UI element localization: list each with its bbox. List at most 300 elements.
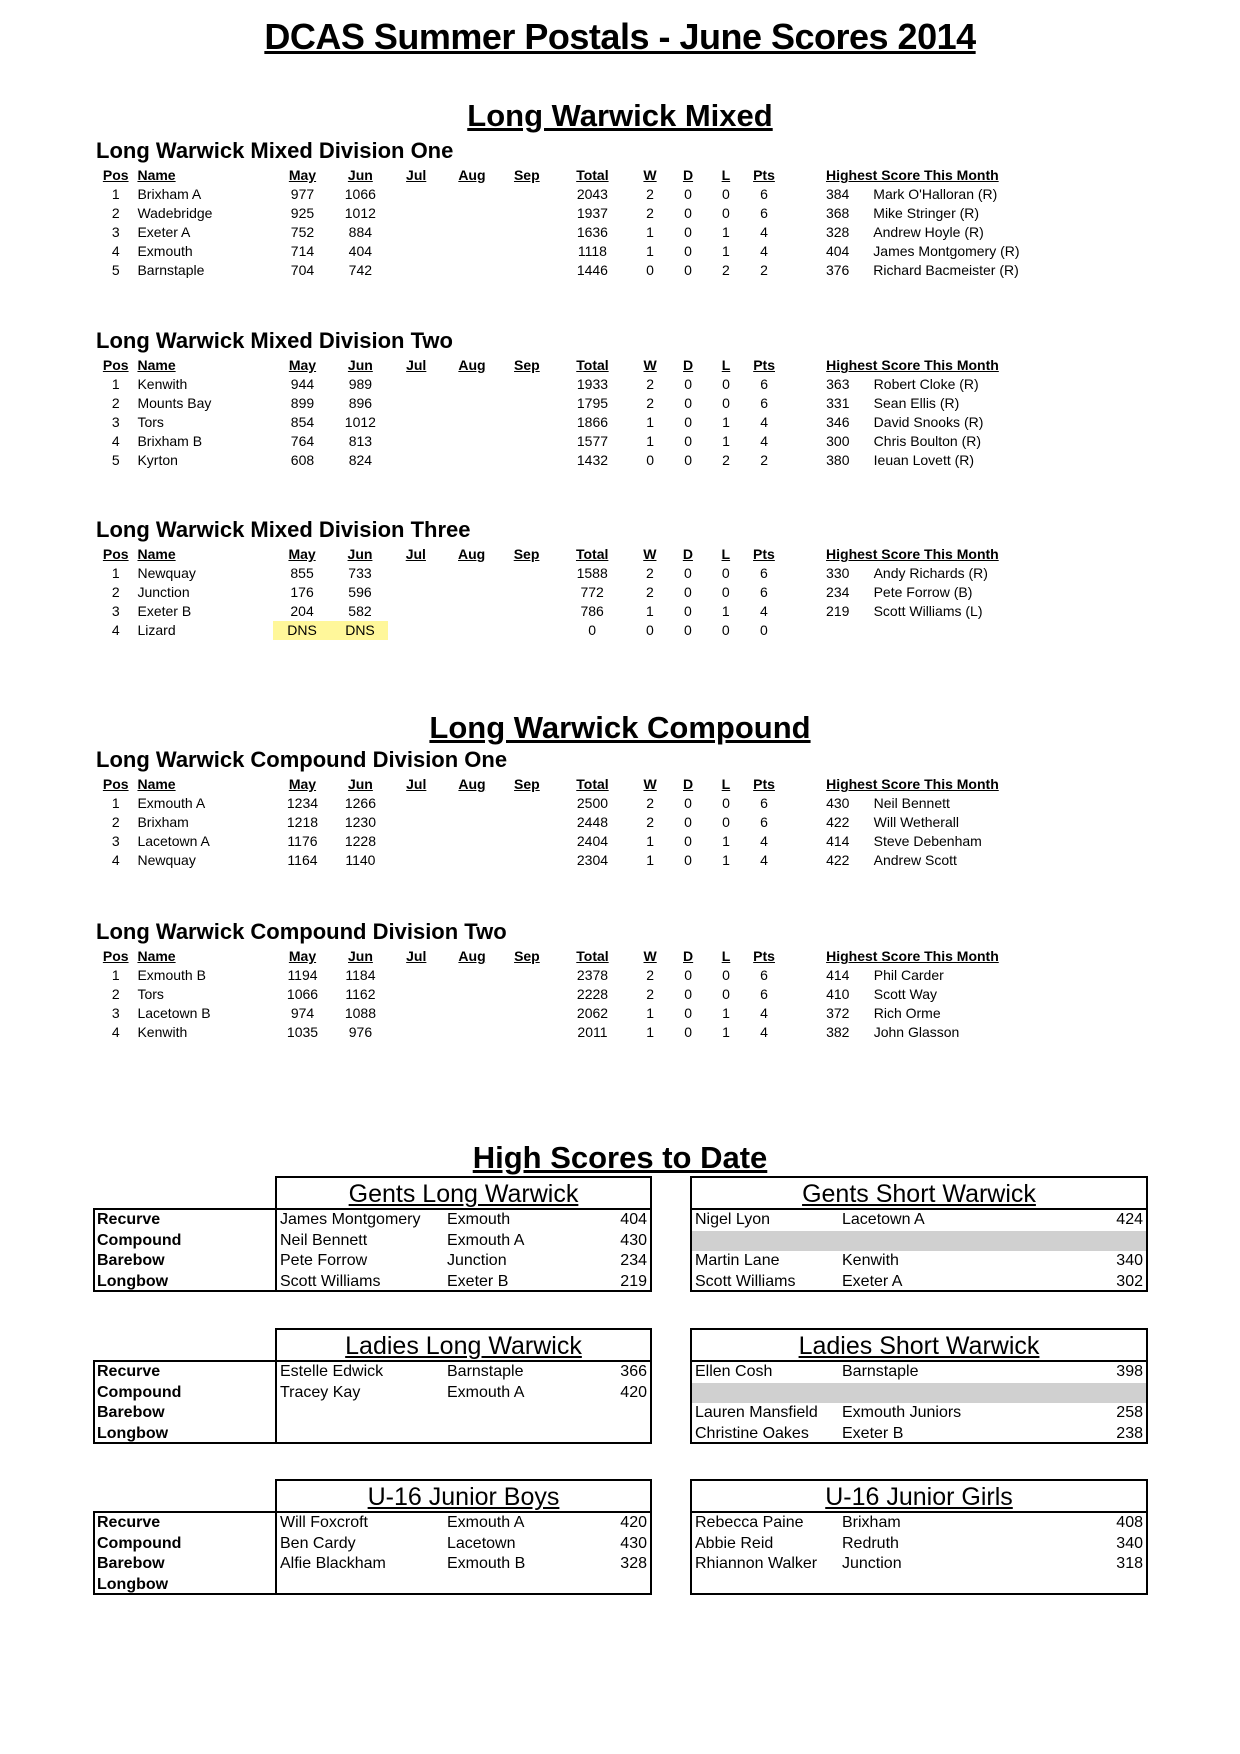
- cell-gap: [784, 966, 826, 985]
- division-block: [96, 328, 1056, 470]
- cell-pts: 4: [760, 433, 768, 449]
- category-label: Compound: [97, 1231, 182, 1249]
- cell-total: 2448: [576, 814, 609, 830]
- cell-gap: [784, 602, 826, 621]
- cell-name: Brixham: [137, 814, 189, 830]
- cell-l: 1: [722, 833, 730, 849]
- division-block: [96, 517, 1056, 640]
- box-title: Gents Long Warwick: [277, 1178, 650, 1210]
- score-value: 318: [1116, 1555, 1143, 1572]
- score-value: 328: [620, 1555, 647, 1572]
- cell-pts: 4: [760, 224, 768, 240]
- cell-hn: Phil Carder: [873, 967, 944, 983]
- cell-sep: [500, 185, 553, 204]
- cell-hs: [826, 621, 868, 640]
- cell-d: 0: [683, 622, 692, 638]
- header-pos: Pos: [102, 948, 129, 964]
- header-highest-score: Highest Score This Month: [826, 357, 999, 373]
- high-score-group: [93, 1176, 1153, 1288]
- cell-may: DNS: [273, 621, 332, 640]
- cell-hn: Neil Bennett: [873, 795, 950, 811]
- cell-name: Newquay: [137, 852, 196, 868]
- cell-gap: [784, 375, 826, 394]
- cell-l: 1: [722, 433, 730, 449]
- cell-aug: [443, 583, 500, 602]
- cell-total: 2043: [576, 186, 608, 202]
- cell-jun: 596: [348, 584, 372, 600]
- cell-hs: 404: [825, 243, 850, 259]
- club-name: Exmouth A: [447, 1231, 525, 1249]
- cell-w: 2: [646, 186, 654, 202]
- club-name: Lacetown A: [842, 1211, 925, 1228]
- cell-aug: [444, 813, 501, 832]
- score-value: 366: [620, 1363, 647, 1380]
- cell-gap: [784, 223, 826, 242]
- table-header-row: [96, 545, 1056, 564]
- club-name: Barnstaple: [447, 1363, 524, 1380]
- cell-aug: [444, 432, 501, 451]
- box-title: Ladies Long Warwick: [277, 1330, 650, 1362]
- cell-total: 1446: [576, 262, 608, 278]
- header-name: Name: [137, 167, 176, 183]
- cell-sep: [500, 1004, 553, 1023]
- cell-w: 2: [645, 584, 654, 600]
- high-score-row: [692, 1210, 1146, 1231]
- high-score-row: [692, 1534, 1146, 1555]
- cell-gap: [784, 794, 826, 813]
- cell-may: 204: [290, 603, 314, 619]
- cell-pts: 6: [760, 584, 768, 600]
- header-sep: Sep: [513, 167, 540, 183]
- cell-pts: 6: [760, 565, 768, 581]
- cell-total: 772: [580, 584, 604, 600]
- cell-may: 974: [290, 1005, 315, 1021]
- cell-sep: [500, 583, 553, 602]
- league-table: [96, 545, 1056, 640]
- header-jul: Jul: [406, 776, 427, 792]
- cell-pos: 3: [111, 1005, 120, 1021]
- cell-pts: 4: [760, 852, 768, 868]
- high-score-row: [277, 1513, 650, 1534]
- cell-jun: 1162: [345, 986, 376, 1002]
- cell-may: 899: [290, 395, 315, 411]
- cell-pos: 5: [111, 262, 120, 278]
- archer-name: James Montgomery: [280, 1211, 421, 1228]
- category-label: Longbow: [97, 1272, 169, 1290]
- cell-d: 0: [684, 814, 692, 830]
- cell-jul: [389, 261, 444, 280]
- cell-w: 2: [646, 376, 655, 392]
- cell-hn: Scott Williams (L): [873, 603, 983, 619]
- archer-name: Will Foxcroft: [280, 1514, 368, 1531]
- club-name: Exeter B: [842, 1424, 904, 1442]
- table-row: [96, 966, 1056, 985]
- cell-hs: 330: [826, 565, 850, 581]
- cell-name: Tors: [137, 986, 164, 1002]
- cell-pos: 4: [111, 243, 120, 259]
- cell-hn: Robert Cloke (R): [873, 376, 979, 392]
- cell-gap: [784, 261, 826, 280]
- cell-hs: 422: [826, 814, 850, 830]
- cell-sep: [500, 985, 553, 1004]
- header-w: W: [643, 776, 657, 792]
- cell-w: 1: [646, 833, 654, 849]
- cell-sep: [500, 375, 553, 394]
- cell-pts: 2: [760, 452, 768, 468]
- score-value: 430: [620, 1231, 647, 1249]
- cell-jul: [389, 1004, 444, 1023]
- cell-pos: 1: [111, 565, 120, 581]
- category-label: Barebow: [97, 1404, 165, 1421]
- cell-sep: [500, 966, 553, 985]
- cell-jul: [388, 564, 443, 583]
- cell-hn: Steve Debenham: [873, 833, 982, 849]
- cell-l: 0: [722, 376, 730, 392]
- cell-d: 0: [684, 433, 692, 449]
- cell-may: 977: [290, 186, 315, 202]
- high-score-row: [692, 1231, 1146, 1252]
- score-value: 234: [620, 1252, 647, 1269]
- header-w: W: [643, 948, 657, 964]
- archer-name: Rhiannon Walker: [695, 1555, 818, 1572]
- cell-l: 0: [722, 814, 730, 830]
- cell-jun: 404: [348, 243, 373, 259]
- cell-may: 764: [290, 433, 315, 449]
- cell-may: 1194: [287, 967, 318, 983]
- archer-name: Scott Williams: [280, 1272, 381, 1290]
- table-row: [96, 1004, 1056, 1023]
- cell-total: 1795: [576, 395, 609, 411]
- cell-jul: [389, 432, 444, 451]
- division-title: Long Warwick Mixed Division One: [96, 138, 454, 163]
- cell-name: Exmouth A: [137, 795, 206, 811]
- archer-name: Alfie Blackham: [280, 1555, 386, 1572]
- header-pos: Pos: [102, 167, 129, 183]
- cell-aug: [444, 185, 501, 204]
- cell-hn: Richard Bacmeister (R): [873, 262, 1019, 278]
- category-label: Barebow: [97, 1252, 165, 1269]
- cell-aug: [444, 413, 501, 432]
- archer-name: Scott Williams: [695, 1272, 796, 1290]
- cell-pos: 1: [111, 186, 120, 202]
- cell-hs: 380: [826, 452, 850, 468]
- table-row: [96, 564, 1056, 583]
- header-w: W: [643, 357, 657, 373]
- cell-total: 1636: [576, 224, 608, 240]
- category-label: Recurve: [97, 1514, 161, 1531]
- cell-d: 0: [684, 186, 692, 202]
- division-title: Long Warwick Compound Division Two: [96, 919, 507, 944]
- header-aug: Aug: [458, 948, 486, 964]
- cell-pos: 3: [111, 414, 120, 430]
- header-jul: Jul: [406, 167, 427, 183]
- header-jul: Jul: [406, 948, 427, 964]
- header-name: Name: [137, 357, 176, 373]
- bow-categories: [93, 1360, 275, 1444]
- cell-jul: [389, 1023, 444, 1042]
- archer-name: Ellen Cosh: [695, 1363, 773, 1380]
- club-name: Exmouth Juniors: [842, 1404, 962, 1421]
- cell-gap: [784, 1004, 826, 1023]
- cell-aug: [444, 242, 501, 261]
- cell-name: Tors: [137, 414, 164, 430]
- cell-gap: [784, 204, 826, 223]
- cell-d: 0: [684, 262, 692, 278]
- cell-l: 1: [721, 603, 730, 619]
- score-value: 340: [1116, 1534, 1143, 1552]
- cell-hs: 430: [826, 795, 850, 811]
- cell-pos: 5: [111, 452, 120, 468]
- high-score-row: [692, 1362, 1146, 1383]
- cell-total: 2011: [577, 1024, 608, 1040]
- cell-pos: 2: [111, 986, 120, 1002]
- cell-may: 944: [290, 376, 315, 392]
- cell-pos: 3: [111, 603, 120, 619]
- high-score-row: [692, 1513, 1146, 1534]
- cell-jun: DNS: [332, 621, 389, 640]
- cell-total: 1118: [577, 243, 607, 259]
- division-title: Long Warwick Mixed Division Three: [96, 517, 471, 542]
- header-sep: Sep: [514, 948, 540, 964]
- cell-may: 1035: [286, 1024, 319, 1040]
- cell-sep: [500, 851, 553, 870]
- table-row: [96, 185, 1056, 204]
- club-name: Kenwith: [842, 1252, 899, 1269]
- cell-hs: 410: [826, 986, 850, 1002]
- cell-d: 0: [684, 205, 692, 221]
- cell-name: Wadebridge: [137, 205, 213, 221]
- division-title: Long Warwick Compound Division One: [96, 747, 508, 772]
- league-table: [96, 775, 1056, 870]
- header-pts: Pts: [753, 167, 775, 183]
- archer-name: Pete Forrow: [280, 1252, 368, 1269]
- cell-w: 1: [646, 224, 654, 240]
- cell-jul: [389, 242, 444, 261]
- header-total: Total: [575, 546, 609, 562]
- cell-jul: [389, 966, 444, 985]
- header-pts: Pts: [753, 357, 775, 373]
- cell-hn: Rich Orme: [873, 1005, 941, 1021]
- score-value: 340: [1116, 1252, 1143, 1269]
- cell-l: 0: [722, 967, 730, 983]
- header-pts: Pts: [753, 948, 775, 964]
- cell-aug: [444, 451, 501, 470]
- cell-hn: Ieuan Lovett (R): [873, 452, 975, 468]
- cell-jun: 884: [348, 224, 373, 240]
- cell-jun: 824: [348, 452, 373, 468]
- cell-d: 0: [684, 243, 692, 259]
- cell-jul: [389, 451, 444, 470]
- high-score-row: [277, 1424, 650, 1445]
- score-value: 424: [1116, 1211, 1143, 1228]
- cell-jun: 1228: [344, 833, 376, 849]
- cell-jun: 1266: [344, 795, 376, 811]
- cell-jul: [389, 985, 444, 1004]
- cell-l: 1: [722, 852, 730, 868]
- cell-d: 0: [683, 584, 692, 600]
- cell-total: 1866: [576, 414, 609, 430]
- bow-categories: [93, 1511, 275, 1595]
- table-row: [96, 432, 1056, 451]
- cell-pos: 3: [111, 224, 120, 240]
- category-label: Barebow: [97, 1555, 165, 1572]
- cell-aug: [444, 223, 501, 242]
- table-row: [96, 204, 1056, 223]
- cell-pts: 6: [760, 814, 768, 830]
- header-sep: Sep: [513, 546, 540, 562]
- archer-name: Tracey Kay: [280, 1383, 361, 1401]
- cell-sep: [500, 564, 553, 583]
- cell-gap: [784, 432, 826, 451]
- cell-gap: [784, 451, 826, 470]
- cell-hn: Andrew Scott: [873, 852, 957, 868]
- archer-name: Estelle Edwick: [280, 1363, 384, 1380]
- cell-name: Lacetown B: [137, 1005, 211, 1021]
- high-score-row: [277, 1210, 650, 1231]
- table-row: [96, 602, 1056, 621]
- cell-may: 1066: [286, 986, 319, 1002]
- cell-gap: [784, 851, 826, 870]
- header-w: W: [643, 546, 657, 562]
- cell-gap: [784, 1023, 826, 1042]
- header-jul: Jul: [405, 546, 426, 562]
- cell-jul: [389, 832, 444, 851]
- score-value: 238: [1116, 1424, 1143, 1442]
- archer-name: Neil Bennett: [280, 1231, 368, 1249]
- cell-name: Kenwith: [137, 376, 188, 392]
- archer-name: Abbie Reid: [695, 1534, 774, 1552]
- cell-hn: Scott Way: [873, 986, 938, 1002]
- club-name: Exeter A: [842, 1272, 903, 1290]
- cell-jun: 742: [348, 262, 373, 278]
- cell-d: 0: [683, 603, 692, 619]
- score-value: 219: [620, 1272, 647, 1290]
- division-block: [96, 919, 1056, 1042]
- cell-hn: Mike Stringer (R): [873, 205, 980, 221]
- archer-name: Lauren Mansfield: [695, 1404, 818, 1421]
- cell-hs: 368: [825, 205, 850, 221]
- header-d: D: [683, 948, 694, 964]
- cell-sep: [500, 621, 553, 640]
- header-d: D: [683, 776, 694, 792]
- cell-hn: John Glasson: [873, 1024, 960, 1040]
- table-header-row: [96, 947, 1056, 966]
- cell-sep: [500, 602, 553, 621]
- header-jun: Jun: [347, 546, 373, 562]
- high-score-row: [692, 1272, 1146, 1293]
- score-value: 398: [1116, 1363, 1143, 1380]
- category-label: Recurve: [97, 1211, 161, 1228]
- cell-pos: 2: [111, 584, 120, 600]
- cell-pts: 6: [760, 186, 768, 202]
- cell-l: 0: [722, 395, 730, 411]
- header-highest-score: Highest Score This Month: [826, 948, 999, 964]
- archer-name: Ben Cardy: [280, 1534, 356, 1552]
- cell-name: Lizard: [137, 622, 176, 638]
- cell-d: 0: [684, 833, 692, 849]
- cell-aug: [444, 966, 501, 985]
- cell-may: 714: [290, 243, 315, 259]
- box-title: U-16 Junior Boys: [277, 1481, 650, 1513]
- cell-aug: [443, 564, 500, 583]
- cell-hn: Sean Ellis (R): [873, 395, 960, 411]
- table-row: [96, 621, 1056, 640]
- high-score-row: [692, 1251, 1146, 1272]
- cell-pos: 4: [111, 852, 120, 868]
- cell-pts: 6: [760, 986, 768, 1002]
- category-label: Compound: [97, 1534, 182, 1552]
- header-highest-score: Highest Score This Month: [825, 167, 999, 183]
- header-may: May: [288, 948, 317, 964]
- header-jun: Jun: [347, 776, 373, 792]
- cell-w: 2: [645, 565, 654, 581]
- cell-pos: 2: [111, 395, 120, 411]
- cell-total: 1933: [576, 376, 609, 392]
- cell-total: 1432: [576, 452, 609, 468]
- cell-jul: [388, 621, 443, 640]
- score-value: 258: [1116, 1404, 1143, 1421]
- high-score-row: [277, 1575, 650, 1596]
- division-block: [96, 138, 1056, 280]
- cell-aug: [443, 621, 500, 640]
- cell-l: 1: [721, 224, 730, 240]
- cell-total: 786: [580, 603, 604, 619]
- category-label: Recurve: [97, 1363, 161, 1380]
- header-sep: Sep: [514, 357, 540, 373]
- cell-hs: 234: [826, 584, 850, 600]
- cell-hn: Pete Forrow (B): [873, 584, 973, 600]
- cell-jun: 733: [348, 565, 372, 581]
- cell-w: 0: [646, 452, 655, 468]
- score-value: 408: [1116, 1514, 1143, 1531]
- table-row: [96, 375, 1056, 394]
- club-name: Exmouth: [447, 1211, 511, 1228]
- section-title: Long Warwick Compound: [429, 710, 811, 745]
- cell-name: Barnstaple: [137, 262, 205, 278]
- table-row: [96, 413, 1056, 432]
- high-score-box: [275, 1479, 652, 1595]
- cell-jul: [389, 185, 444, 204]
- table-row: [96, 223, 1056, 242]
- cell-name: Exmouth B: [137, 967, 206, 983]
- header-total: Total: [576, 167, 609, 183]
- cell-sep: [500, 204, 553, 223]
- league-table: [96, 356, 1056, 470]
- header-total: Total: [576, 357, 609, 373]
- high-score-box: [690, 1176, 1148, 1292]
- cell-w: 1: [646, 243, 654, 259]
- cell-hs: 363: [826, 376, 850, 392]
- cell-name: Exeter B: [137, 603, 192, 619]
- cell-jun: 1088: [344, 1005, 377, 1021]
- cell-jun: 1230: [344, 814, 376, 830]
- cell-sep: [500, 242, 553, 261]
- cell-name: Kyrton: [137, 452, 178, 468]
- cell-jun: 1012: [344, 205, 376, 221]
- score-value: 302: [1116, 1272, 1143, 1290]
- cell-aug: [444, 1023, 501, 1042]
- high-score-box: [275, 1328, 652, 1444]
- header-l: L: [721, 948, 731, 964]
- high-score-row: [277, 1554, 650, 1575]
- club-name: Lacetown: [447, 1534, 516, 1552]
- cell-hs: 382: [826, 1024, 850, 1040]
- cell-name: Exeter A: [137, 224, 191, 240]
- high-score-row: [692, 1554, 1146, 1575]
- cell-may: 1234: [286, 795, 319, 811]
- club-name: Barnstaple: [842, 1363, 919, 1380]
- header-total: Total: [576, 948, 609, 964]
